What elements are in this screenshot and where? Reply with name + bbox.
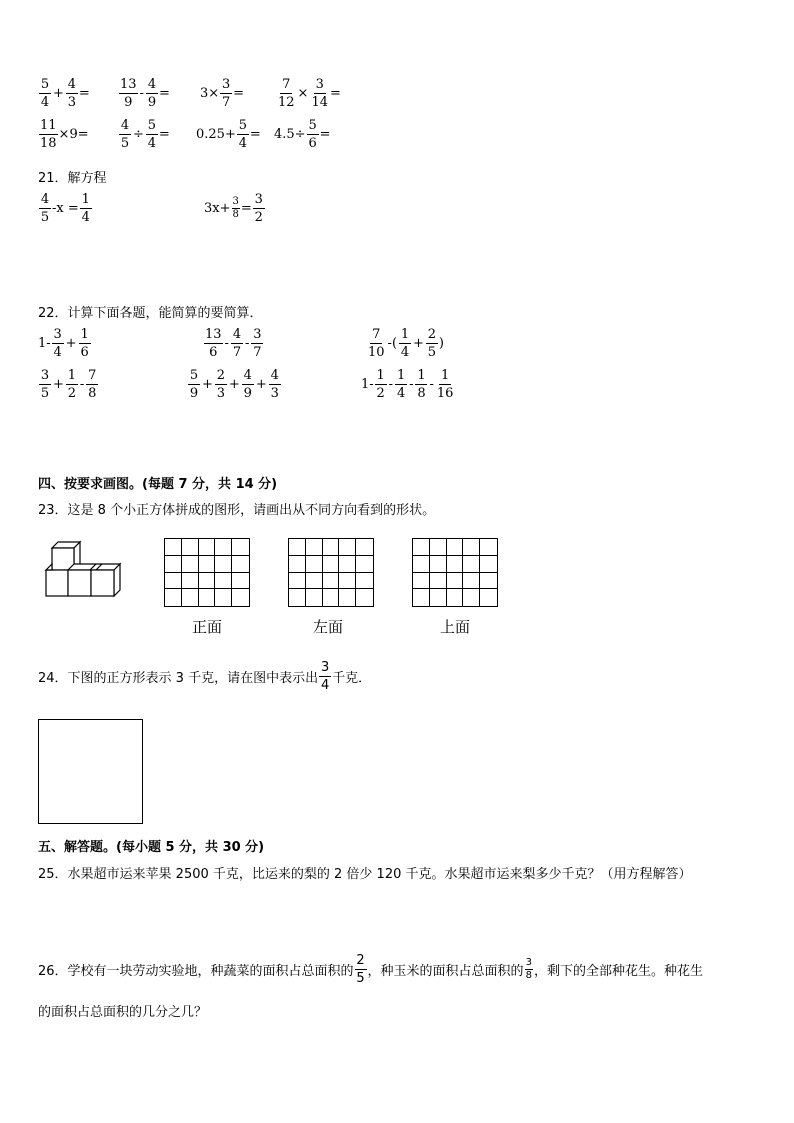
q22-r2-e1: $\frac{3}{5}$ + $\frac{1}{2}$ - $\frac{7}{8}$ bbox=[40, 368, 97, 401]
q21-equation-1: $\frac{4}{5}$ -x = $\frac{1}{4}$ bbox=[40, 192, 90, 225]
q22-r1-e1: 1- $\frac{3}{4}$ + $\frac{1}{6}$ bbox=[38, 327, 89, 360]
section-5-title: 五、解答题。(每小题 5 分，共 30 分) bbox=[38, 840, 265, 855]
calc-r1-e1: $\frac{5}{4}$ + $\frac{4}{3}$ = bbox=[40, 77, 90, 110]
q22-r2-e3: 1- $\frac{1}{2}$ - $\frac{1}{4}$ - $\frac{1}{8}$ - $\frac{1}{16}$ bbox=[361, 368, 454, 401]
top-view-grid[interactable] bbox=[412, 538, 498, 607]
cube-figure bbox=[42, 540, 126, 602]
section-4-title: 四、按要求画图。(每题 7 分，共 14 分) bbox=[38, 477, 278, 492]
calc-r2-e2: $\frac{4}{5}$ ÷ $\frac{5}{4}$ = bbox=[120, 118, 170, 151]
front-view-grid[interactable] bbox=[164, 538, 250, 607]
left-view-grid[interactable] bbox=[288, 538, 374, 607]
q24-label: 24．下图的正方形表示 3 千克，请在图中表示出 $\frac{3}{4}$ 千克． bbox=[38, 660, 372, 693]
caption-front: 正面 bbox=[192, 618, 223, 636]
caption-top: 上面 bbox=[440, 618, 471, 636]
q25-text: 25．水果超市运来苹果 2500 千克，比运来的梨的 2 倍少 120 千克。水果超市运来梨多少千克？（用方程解答） bbox=[38, 867, 692, 882]
calc-r2-e1: $\frac{11}{18}$ ×9= bbox=[40, 118, 89, 151]
q21-label: 21．解方程 bbox=[38, 171, 107, 186]
q23-label: 23．这是 8 个小正方体拼成的图形，请画出从不同方向看到的形状。 bbox=[38, 503, 436, 518]
q22-r2-e2: $\frac{5}{9}$ + $\frac{2}{3}$ + $\frac{4}{9}$ + $\frac{4}{3}$ bbox=[189, 368, 279, 401]
q22-r1-e3: $\frac{7}{10}$ -( $\frac{1}{4}$ + $\frac{2}{5}$ ) bbox=[368, 327, 444, 360]
q26-line-2: 的面积占总面积的几分之几？ bbox=[38, 1005, 208, 1020]
calc-r1-e3: 3× $\frac{3}{7}$ = bbox=[200, 77, 245, 110]
caption-left: 左面 bbox=[313, 618, 344, 636]
calc-r1-e4: $\frac{7}{12}$ × $\frac{3}{14}$ = bbox=[278, 77, 341, 110]
q22-r1-e2: $\frac{13}{6}$ - $\frac{4}{7}$ - $\frac{3}{7}$ bbox=[205, 327, 262, 360]
calc-r2-e4: 4.5÷ $\frac{5}{6}$ = bbox=[274, 118, 331, 151]
calc-r2-e3: 0.25+ $\frac{5}{4}$ = bbox=[196, 118, 261, 151]
q26-line-1: 26．学校有一块劳动实验地，种蔬菜的面积占总面积的 $\frac{2}{5}$ ，种玉米的面积占总面积的 $\frac{3}{8}$ ，剩下的全部种花生。种花生 bbox=[38, 953, 703, 986]
square-3kg[interactable] bbox=[38, 719, 143, 824]
q22-label: 22．计算下面各题，能简算的要简算． bbox=[38, 306, 263, 321]
q21-equation-2: 3x+ $\frac{3}{8}$ = $\frac{3}{2}$ bbox=[204, 192, 263, 225]
calc-r1-e2: $\frac{13}{9}$ - $\frac{4}{9}$ = bbox=[120, 77, 170, 110]
